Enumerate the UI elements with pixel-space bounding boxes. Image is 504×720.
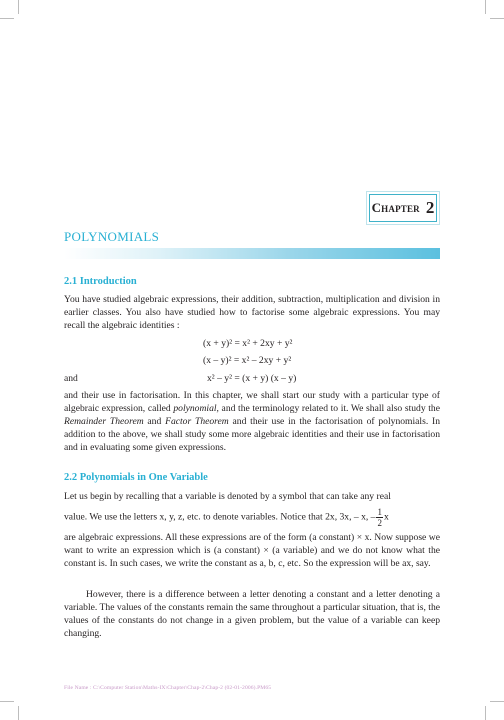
chapter-overview-paragraph (64, 389, 440, 454)
crop-mark (490, 18, 504, 19)
identity-3: x² – y² = (x + y) (x – y) (207, 373, 297, 384)
overview-text: and their use in factorisation. In this chapter, we shall start our study with a particular type of algebraic expression, called (64, 390, 440, 415)
overview-text: and the terminology related to it. We shall also study the (218, 403, 440, 415)
fraction-denominator: 2 (377, 518, 382, 528)
crop-mark (18, 0, 19, 14)
term-remainder-theorem: Remainder Theorem (64, 416, 144, 428)
crop-mark (0, 18, 14, 19)
identity-2: (x – y)² = x² – 2xy + y² (203, 355, 292, 366)
and-label: and (64, 373, 78, 384)
variables-text: x (383, 511, 389, 523)
identity-1: (x + y)² = x² + 2xy + y² (203, 338, 293, 349)
term-factor-theorem: Factor Theorem (165, 416, 229, 428)
fraction-numerator: 1 (377, 507, 382, 517)
variables-text: value. We use the letters x, y, z, etc. to denote variables. Notice that 2x, 3x, – x, – (64, 511, 376, 523)
overview-text: and (143, 416, 166, 428)
section-heading-polynomials-one-variable: 2.2 Polynomials in One Variable (64, 472, 208, 483)
title-underline-bar (64, 248, 440, 259)
chapter-number: 2 (425, 198, 435, 217)
crop-mark (0, 701, 14, 702)
crop-mark (485, 0, 486, 14)
chapter-title: POLYNOMIALS (64, 229, 160, 244)
intro-paragraph: You have studied algebraic expressions, their addition, subtraction, multiplication and division in earlier classes. You also have studied how to factorise some algebraic expressions. You may recall the algebraic identities : (64, 294, 440, 332)
variables-line-1: Let us begin by recalling that a variable is denoted by a symbol that can take any real (64, 491, 391, 502)
constants-paragraph: are algebraic expressions. All these expressions are of the form (a constant) × x. Now suppose we want to write an expression which is (a constant) × (a variable) and we do not know what the constant is. In such cases, we write the constant as a, b, c, etc. So the expression will be ax, say. (64, 532, 440, 570)
fraction-one-half (376, 507, 383, 528)
crop-mark (485, 706, 486, 720)
section-heading-introduction: 2.1 Introduction (64, 276, 137, 287)
overview-text: and their use in the factorisation of polynomials. In addition to the above, we shall study some more algebraic identities and their use in factorisation and in evaluating some given expressions. (64, 416, 440, 454)
chapter-label: Chapter (371, 200, 420, 215)
term-polynomial: polynomial, (173, 403, 219, 415)
crop-mark (18, 706, 19, 720)
file-name-footer: File Name : C:\Computer Station\Maths-IX\Chapter\Chap-2\Chap-2 (02-01-2006).PM65 (64, 685, 272, 691)
difference-paragraph: However, there is a difference between a letter denoting a constant and a letter denoting a variable. The values of the constants remain the same throughout a particular situation, that is, the values of the constants do not change in a given problem, but the value of a variable can keep changing. (64, 589, 440, 640)
variables-line-2 (64, 507, 440, 528)
crop-mark (490, 701, 504, 702)
chapter-badge (369, 194, 437, 222)
